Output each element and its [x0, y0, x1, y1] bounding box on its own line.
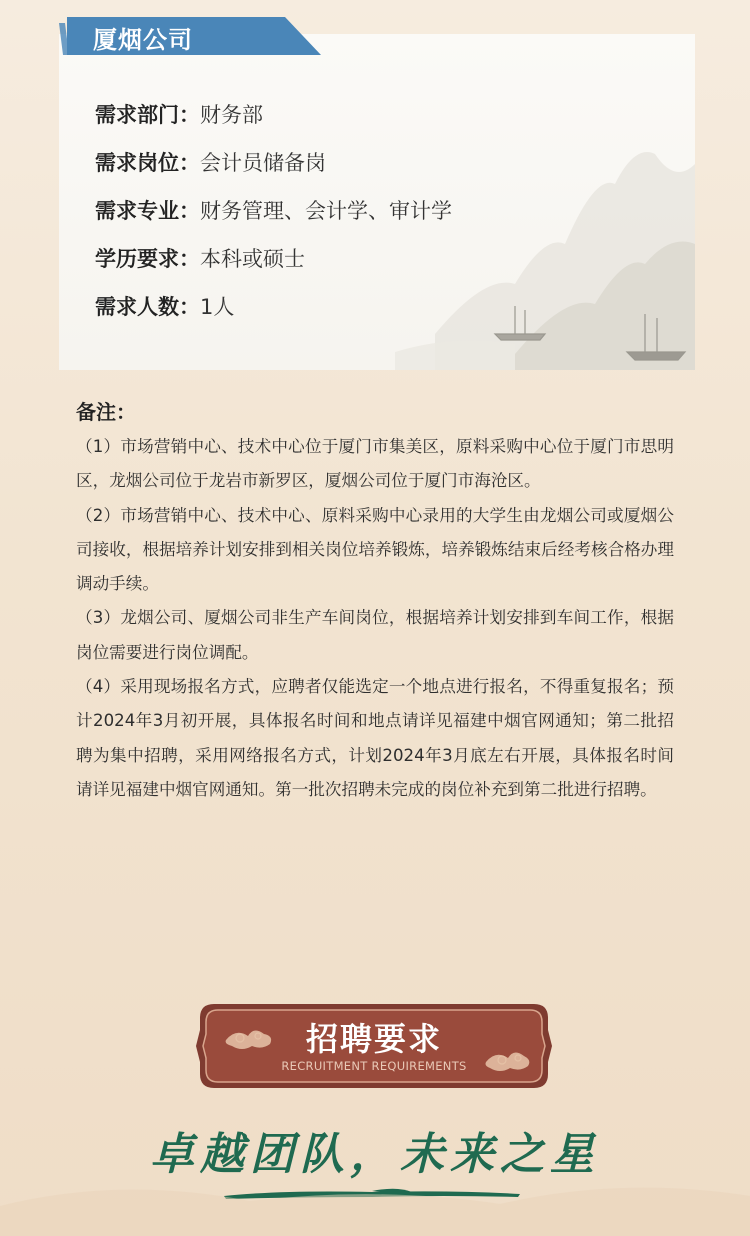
- field-value: 会计员储备岗: [200, 151, 326, 175]
- field-education: [95, 242, 452, 290]
- field-value: 本科或硕士: [200, 247, 305, 271]
- field-label: 需求专业：: [95, 199, 200, 223]
- card-title-tab: [59, 15, 321, 57]
- note-item: （4）采用现场报名方式，应聘者仅能选定一个地点进行报名，不得重复报名；预计2024年3月初开展，具体报名时间和地点请详见福建中烟官网通知；第二批招聘为集中招聘，采用网络报名方式，计划2024年3月底左右开展，具体报名时间请详见福建中烟官网通知。第一批次招聘未完成的岗位补充到第二批进行招聘。: [76, 677, 674, 799]
- field-headcount: [95, 290, 452, 338]
- card-title: 厦烟公司: [93, 26, 193, 54]
- notes-title: 备注：: [76, 400, 136, 424]
- field-position: [95, 146, 452, 194]
- field-value: 财务部: [200, 103, 263, 127]
- note-item: （3）龙烟公司、厦烟公司非生产车间岗位，根据培养计划安排到车间工作，根据岗位需要进行岗位调配。: [76, 608, 674, 662]
- slogan: 卓越团队，未来之星: [150, 1129, 600, 1180]
- banner-subtitle: RECRUITMENT REQUIREMENTS: [281, 1059, 467, 1073]
- field-department: [95, 98, 452, 146]
- recruitment-requirements-banner: [196, 1000, 552, 1092]
- bottom-hills-decoration: [0, 1116, 750, 1236]
- job-fields: [95, 98, 452, 338]
- notes-list: [76, 430, 674, 807]
- field-label: 需求人数：: [95, 295, 200, 319]
- note-item: （1）市场营销中心、技术中心位于厦门市集美区，原料采购中心位于厦门市思明区，龙烟公司位于龙岩市新罗区，厦烟公司位于厦门市海沧区。: [76, 437, 674, 491]
- field-value: 1人: [200, 295, 235, 319]
- banner-title: 招聘要求: [305, 1020, 442, 1058]
- field-label: 需求部门：: [95, 103, 200, 127]
- field-label: 学历要求：: [95, 247, 200, 271]
- field-label: 需求岗位：: [95, 151, 200, 175]
- note-item: （2）市场营销中心、技术中心、原料采购中心录用的大学生由龙烟公司或厦烟公司接收，根据培养计划安排到相关岗位培养锻炼，培养锻炼结束后经考核合格办理调动手续。: [76, 505, 674, 594]
- field-major: [95, 194, 452, 242]
- field-value: 财务管理、会计学、审计学: [200, 199, 452, 223]
